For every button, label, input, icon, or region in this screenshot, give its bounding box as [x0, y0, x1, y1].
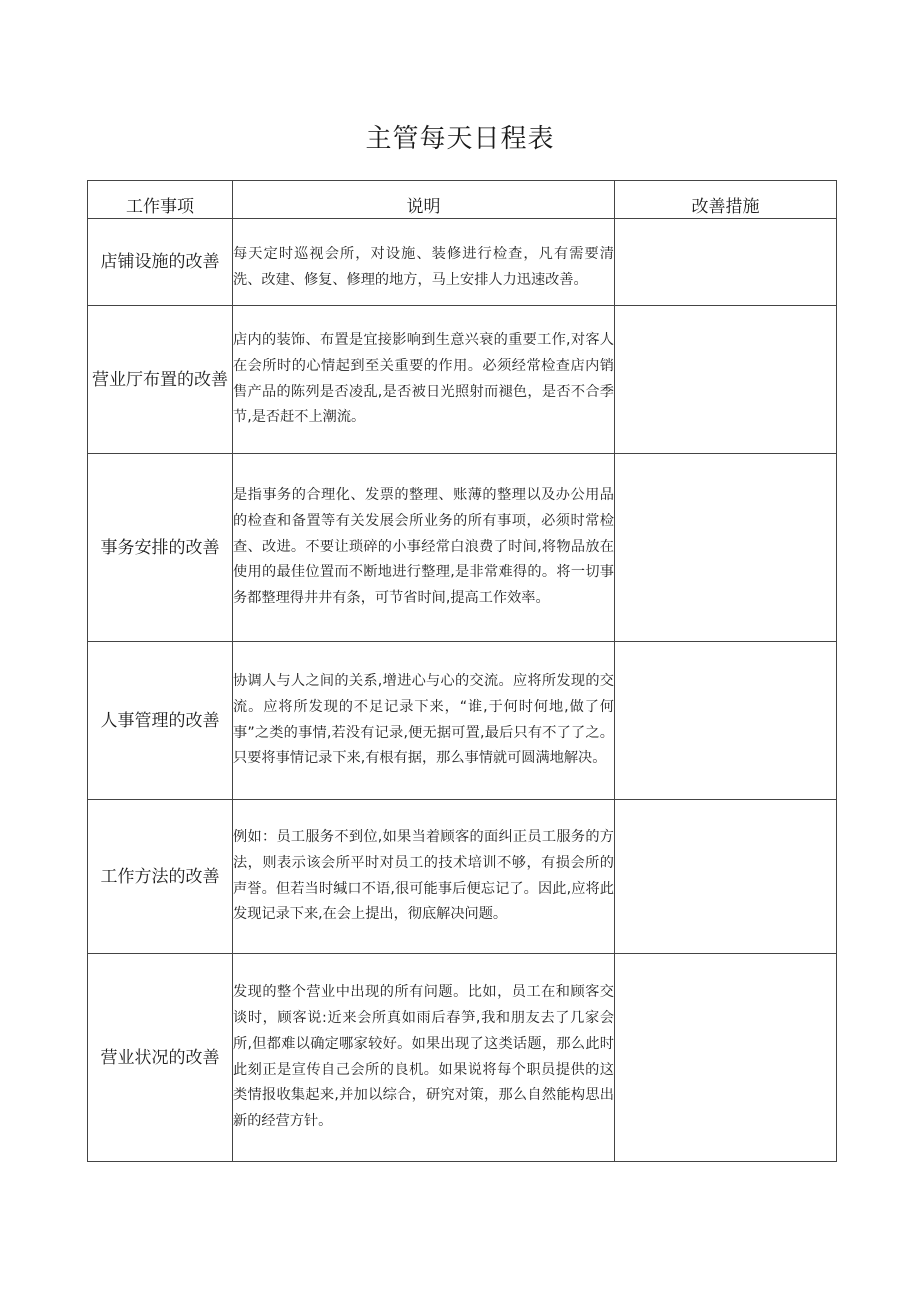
row-measures	[615, 800, 837, 954]
header-description: 说明	[233, 181, 615, 219]
row-description: 店内的装饰、布置是宜接影响到生意兴衰的重要工作,对客人在会所时的心情起到至关重要的作用。必须经常检查店内销售产品的陈列是否凌乱,是否被日光照射而褪色，是否不合季节,是否赶不上潮流。	[233, 306, 615, 454]
row-description: 发现的整个营业中出现的所有问题。比如，员工在和顾客交谈时，顾客说:近来会所真如雨后春笋,我和朋友去了几家会所,但都难以确定哪家较好。如果出现了这类话题，那么此时此刻正是宣传自己会所的良机。如果说将每个职员提供的这类情报收集起来,并加以综合，研究对策，那么自然能构思出新的经营方针。	[233, 954, 615, 1162]
row-item: 事务安排的改善	[88, 454, 233, 642]
table-row	[88, 954, 837, 1162]
row-item: 人事管理的改善	[88, 642, 233, 800]
page-title: 主管每天日程表	[365, 124, 555, 154]
table-header-row	[88, 181, 837, 219]
row-measures	[615, 642, 837, 800]
row-description: 是指事务的合理化、发票的整理、账薄的整理以及办公用品的检查和备置等有关发展会所业务的所有事项，必须时常检查、改进。不要让琐碎的小事经常白浪费了时间,将物品放在使用的最佳位置而不断地进行整理,是非常难得的。将一切事务都整理得井井有条，可节省时间,提高工作效率。	[233, 454, 615, 642]
table-row	[88, 642, 837, 800]
row-item: 营业状况的改善	[88, 954, 233, 1162]
row-measures	[615, 306, 837, 454]
row-description: 协调人与人之间的关系,增进心与心的交流。应将所发现的交流。应将所发现的不足记录下来，“谁,于何时何地,做了何事”之类的事情,若没有记录,便无据可置,最后只有不了了之。只要将事情记录下来,有根有据，那么事情就可圆满地解决。	[233, 642, 615, 800]
table-row	[88, 800, 837, 954]
row-description: 例如：员工服务不到位,如果当着顾客的面纠正员工服务的方法，则表示该会所平时对员工的技术培训不够，有损会所的声誉。但若当时缄口不语,很可能事后便忘记了。因此,应将此发现记录下来,在会上提出，彻底解决问题。	[233, 800, 615, 954]
header-measures: 改善措施	[615, 181, 837, 219]
row-item: 工作方法的改善	[88, 800, 233, 954]
row-measures	[615, 454, 837, 642]
row-measures	[615, 219, 837, 306]
table-row	[88, 306, 837, 454]
row-measures	[615, 954, 837, 1162]
row-item: 店铺设施的改善	[88, 219, 233, 306]
header-item: 工作事项	[88, 181, 233, 219]
table-row	[88, 219, 837, 306]
schedule-table	[87, 180, 837, 1162]
row-description: 每天定时巡视会所，对设施、装修进行检查，凡有需要清洗、改建、修复、修理的地方，马上安排人力迅速改善。	[233, 219, 615, 306]
row-item: 营业厅布置的改善	[88, 306, 233, 454]
table-row	[88, 454, 837, 642]
